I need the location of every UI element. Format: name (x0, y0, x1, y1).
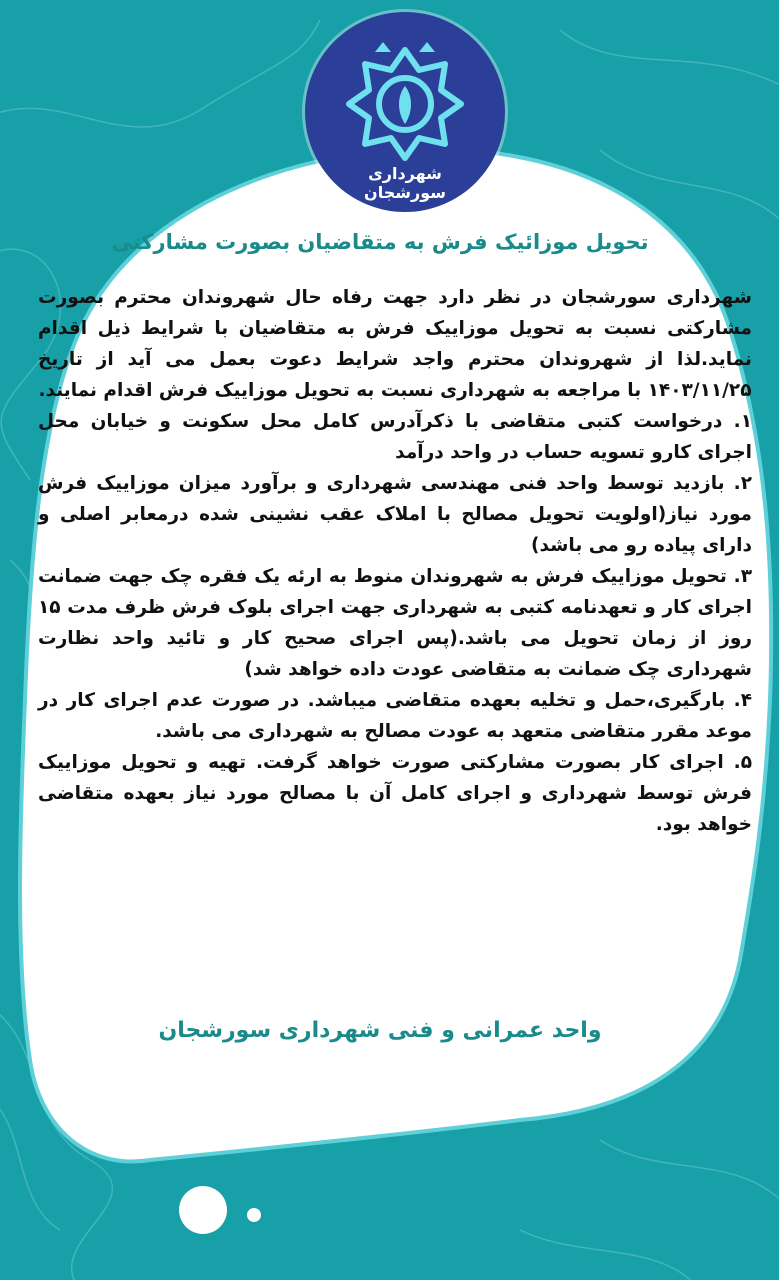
logo-text: شهرداری سورشجان (364, 164, 446, 202)
intro-paragraph: شهرداری سورشجان در نظر دارد جهت رفاه حال شهروندان محترم بصورت مشارکتی نسبت به تحویل موزاییک فرش به متقاضیان با شرایط ذیل اقدام نماید.لذا از شهروندان محترم واجد شرایط دعوت بعمل می آید از تاریخ ۱۴۰۳/۱۱/۲۵ با مراجعه به شهرداری نسبت به تحویل موزاییک فرش اقدام نمایند. (38, 287, 752, 401)
condition-item-5: ۵. اجرای کار بصورت مشارکتی صورت خواهد گرفت. تهیه و تحویل موزاییک فرش توسط شهرداری و اجرای کامل آن با مصالح مورد نیاز بعهده متقاضی خواهد بود. (38, 752, 752, 835)
notice-title: تحویل موزائیک فرش به متقاضیان بصورت مشارکتی (111, 230, 649, 254)
decor-bubble-small (247, 1208, 261, 1222)
condition-item-4: ۴. بارگیری،حمل و تخلیه بعهده متقاضی میباشد. در صورت عدم اجرای کار در موعد مقرر متقاضی متعهد به عودت مصالح به شهرداری می باشد. (38, 690, 752, 742)
condition-item-1: ۱. درخواست کتبی متقاضی با ذکرآدرس کامل محل سکونت و خیابان محل اجرای کارو تسویه حساب در واحد درآمد (38, 411, 752, 463)
decor-bubble-large (179, 1186, 227, 1234)
condition-item-2: ۲. بازدید توسط واحد فنی مهندسی شهرداری و برآورد میزان موزاییک فرش مورد نیاز(اولویت تحویل مصالح با املاک عقب نشینی شده درمعابر اصلی و دارای پیاده رو می باشد) (38, 473, 752, 556)
municipality-logo (305, 12, 505, 212)
notice-body (38, 282, 752, 840)
issuer-signature: واحد عمرانی و فنی شهرداری سورشجان (158, 1018, 602, 1043)
condition-item-3: ۳. تحویل موزاییک فرش به شهروندان منوط به ارئه یک فقره چک جهت ضمانت اجرای کار و تعهدنامه کتبی به شهرداری جهت اجرای بلوک فرش ظرف مدت ۱۵ روز از زمان تحویل می باشد.(پس اجرای صحیح کار و تائید واحد نظارت شهرداری چک ضمانت به متقاضی عودت داده خواهد شد) (38, 566, 752, 680)
